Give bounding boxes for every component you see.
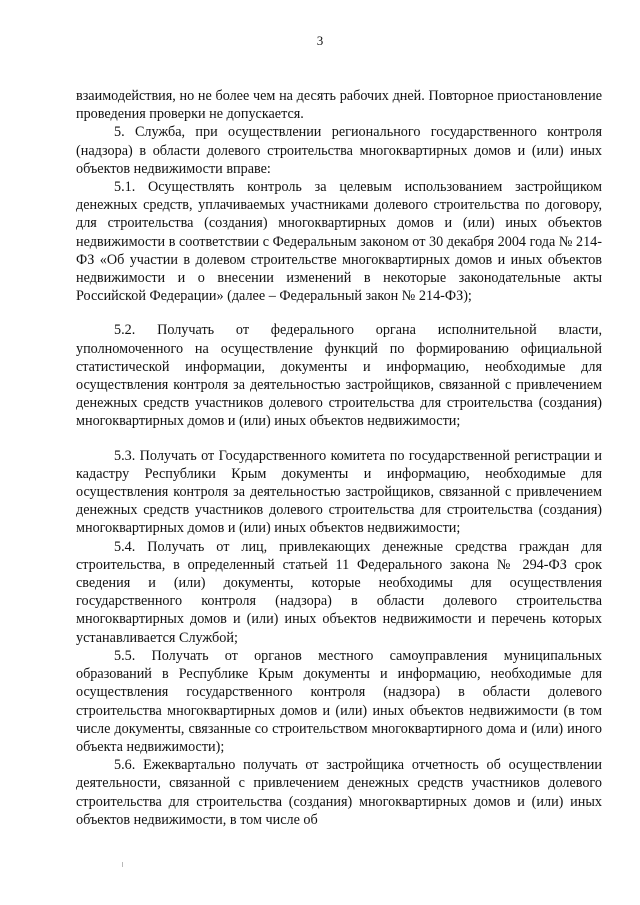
paragraph-continuation: взаимодействия, но не более чем на десять рабочих дней. Повторное приостановление проведения проверки не допускается. [76, 88, 602, 123]
page-number: 3 [316, 33, 324, 48]
paragraph-5-3: 5.3. Получать от Государственного комитета по государственной регистрации и кадастру Республики Крым документы и информацию, необходимые для осуществления контроля за деятельностью застройщиков, связанной с привлечением денежных средств участников долевого строительства для строительства (создания) многоквартирных домов и (или) иных объектов недвижимости; [76, 447, 602, 537]
paragraph-5-6: 5.6. Ежеквартально получать от застройщика отчетность об осуществлении деятельности, связанной с привлечением денежных средств участников долевого строительства для строительства (создания) многоквартирных домов и (или) иных объектов недвижимости, в том числе об [76, 757, 602, 828]
paragraph-5-1: 5.1. Осуществлять контроль за целевым использованием застройщиком денежных средств, уплачиваемых участниками долевого строительства по договору, для строительства (создания) многоквартирных домов и (или) иных объектов недвижимости в соответствии с Федеральным законом от 30 декабря 2004 года № 214-ФЗ «Об участии в долевом строительстве многоквартирных домов и иных объектов недвижимости и о внесении изменений в некоторые законодательные акты Российской Федерации» (далее – Федеральный закон № 214-ФЗ); [76, 179, 602, 305]
paragraph-5-5: 5.5. Получать от органов местного самоуправления муниципальных образований в Республике Крым документы и информацию, необходимые для осуществления государственного контроля (надзора) в области долевого строительства многоквартирных домов и (или) иных объектов недвижимости (в том числе документы, связанные со строительством многоквартирного дома и (или) иного объекта недвижимости); [76, 647, 602, 755]
paragraph-5-4: 5.4. Получать от лиц, привлекающих денежные средства граждан для строительства, в определенный статьей 11 Федерального закона № 294-ФЗ срок сведения и (или) документы, которые необходимы для осуществления государственного контроля (надзора) в области долевого строительства многоквартирных домов и (или) иных объектов недвижимости и перечень которых устанавливается Службой; [76, 538, 602, 646]
paragraph-5-2: 5.2. Получать от федерального органа исполнительной власти, уполномоченного на осуществление функций по формированию официальной статистической информации, документы и информацию, необходимые для осуществления контроля за деятельностью застройщиков, связанной с привлечением денежных средств участников долевого строительства для строительства (создания) многоквартирных домов и (или) иных объектов недвижимости; [76, 322, 602, 430]
scan-artifact-mark [122, 862, 123, 867]
paragraph-5: 5. Служба, при осуществлении регионального государственного контроля (надзора) в области долевого строительства многоквартирных домов и (или) иных объектов недвижимости вправе: [76, 124, 602, 177]
document-body [76, 87, 602, 829]
